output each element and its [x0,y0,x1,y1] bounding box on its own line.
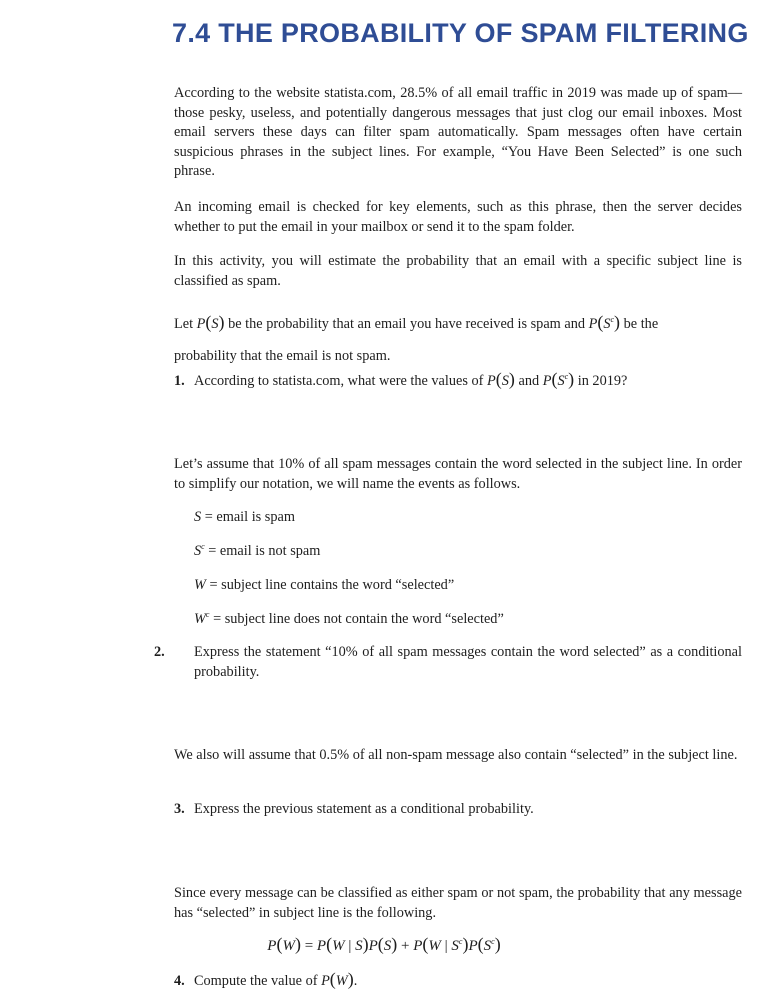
question-4: 4. Compute the value of P(W). [174,969,358,989]
p-s-expression: P(S) [487,369,515,389]
question-1: 1. According to statista.com, what were the values of P(S) and $P(S^c)$ in 2019? [174,369,628,389]
p-sc-expression: $P(S^c)$ [542,369,575,389]
assumption-paragraph: Let’s assume that 10% of all spam messages contain the word selected in the subject line. In order to simplify our notation, we will name the events as follows. [174,456,742,492]
intro-paragraph: According to the website statista.com, 28.5% of all email traffic in 2019 was made up of spam—those pesky, useless, and potentially dangerous messages that just clog our email inboxes. Most email servers these days can filter spam automatically. Spam messages often have certain suspicious phrases in the subject lines. For example, “You Have Been Selected” is one such phrase. [174,85,742,179]
definition-paragraph: Let P(S) be the probability that an email you have received is spam and $P(S^c)$ be the probability that the email is not spam. [174,312,659,364]
activity-paragraph: In this activity, you will estimate the probability that an email with a specific subject line is classified as spam. [174,253,742,289]
event-definition-sc: $S^c$ = email is not spam [194,542,321,559]
event-definition-wc: $W^c$ = subject line does not contain the word “selected” [194,610,504,627]
total-probability-formula: P(W) = P(W | S)P(S) + P(W | $S^c)P(S^c)$ [267,934,501,954]
question-2: 2. Express the statement “10% of all spam messages contain the word selected” as a conditional probability. [154,644,742,680]
event-definition-s: S = email is spam [194,509,295,525]
non-spam-paragraph: We also will assume that 0.5% of all non-spam message also contain “selected” in the subject line. [174,747,738,763]
question-3: 3. Express the previous statement as a conditional probability. [174,801,534,817]
p-sc-expression: $P(S^c)$ [588,312,621,332]
event-definition-w: W = subject line contains the word “selected” [194,577,455,593]
p-s-expression: P(S) [196,312,225,332]
check-paragraph: An incoming email is checked for key elements, such as this phrase, then the server decides whether to put the email in your mailbox or send it to the spam folder. [174,199,742,235]
total-probability-paragraph: Since every message can be classified as either spam or not spam, the probability that any message has “selected” in subject line is the following. [174,885,742,921]
section-title: 7.4 THE PROBABILITY OF SPAM FILTERING [172,18,749,48]
p-w-expression: P(W) [321,969,354,989]
